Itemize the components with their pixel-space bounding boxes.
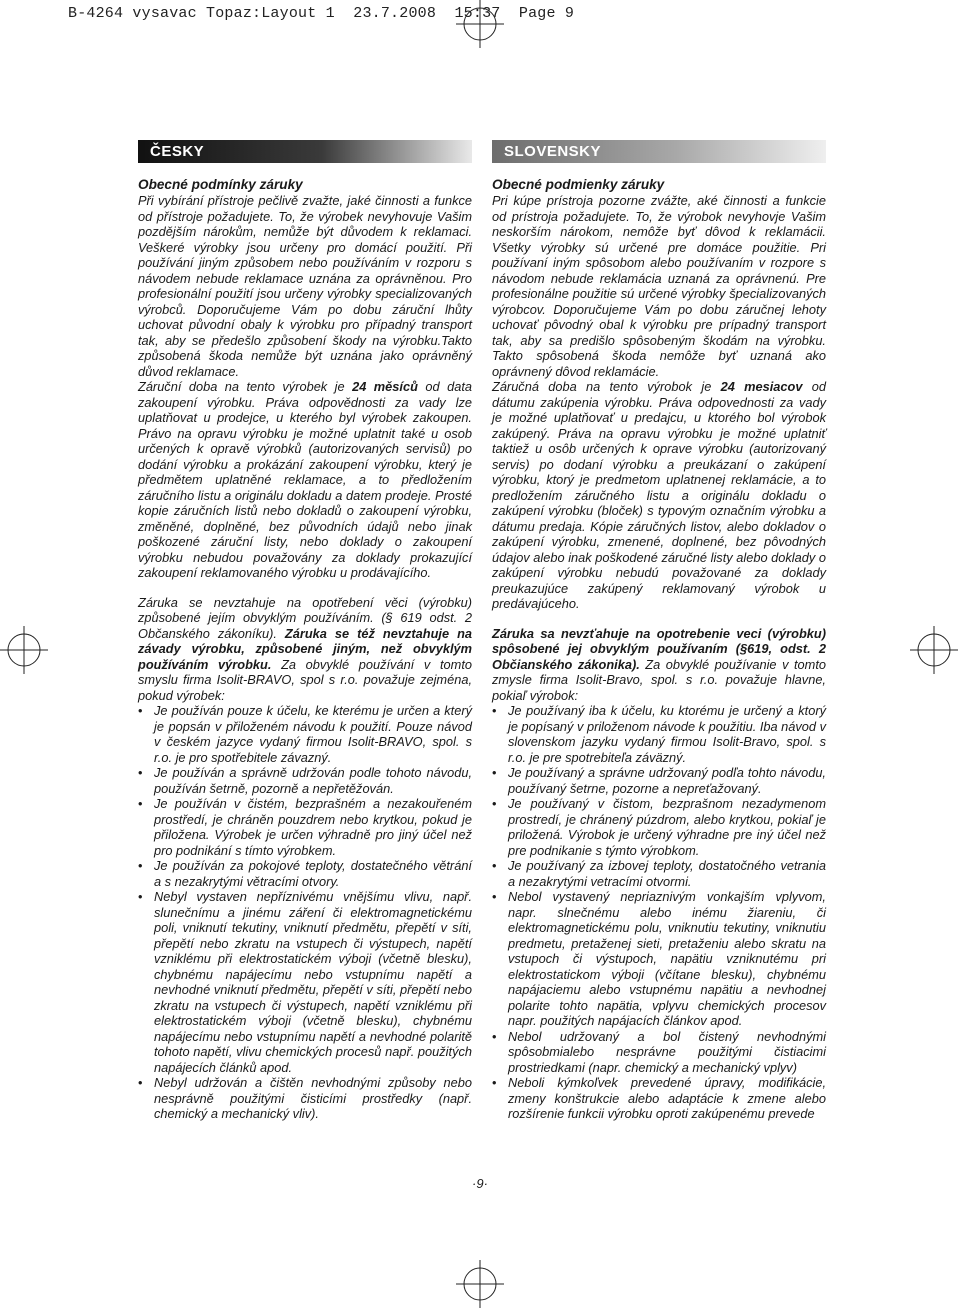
list-item-text: Je používán za pokojové teploty, dostatečného větrání a s nezakrytými větracími otvory.	[154, 858, 472, 889]
list-item-text: Nebyl udržován a čištěn nevhodnými způsoby nebo nesprávně použitými čisticími prostředky (např. chemický a mechanický vliv).	[154, 1075, 472, 1121]
exclusion-bold: Záruka se též nevztahuje na závady výrobku, způsobené jiným, než obvyklým používáním výrobku.	[138, 625, 473, 672]
section-heading: Obecné podmínky záruky	[138, 177, 303, 192]
bullet-icon: •	[492, 703, 497, 718]
language-banner-czech: ČESKY	[138, 140, 472, 163]
bullet-icon: •	[492, 889, 497, 904]
bullet-icon: •	[138, 703, 143, 718]
list-item	[492, 889, 826, 1029]
list-item-text: Nebol vystavený nepriaznivým vonkajším vplyvom, napr. slnečnému alebo inému žiareniu, či elektromagnetickému polu, vniknutiu tekutiny, vniknutiu predmetu, pretaženej sieti, pretaženiu alebo skratu na vstupoch či výstupoch, napätiu vzniknutému pri elektrostatickom výboji (včítane blesku), chybnému napájaciemu alebo vstupnému napätiu a nevhodnej polarite tohto napätia, vplyvu chemických procesov napr. použitých napájacích článkov apod.	[508, 889, 826, 1028]
registration-mark-bottom	[456, 1260, 504, 1308]
list-item	[492, 858, 826, 889]
list-item	[492, 765, 826, 796]
list-item-text: Nebyl vystaven nepříznivému vnějšímu vlivu, např. slunečnímu a jinému záření či elektromagnetickému poli, vniknutí tekutiny, vniknutí předmětu, přepětí v síti, přepětí nebo zkratu na vstupech či výstupech, napětí vzniklému při elektrostatickém výboji (včetně blesku), chybnému napájecímu nebo vstupnímu napětí a nevhodné vniknutí předmětu, přepětí v síti, přepětí nebo zkratu na vstupech či výstupech, napětí vzniklému při elektrostatickém výboji (včetně blesku), chybnému napájecímu nebo vstupnímu napětí a nevhodné polaritě tohoto napětí, vlivu chemických procesů např. použitých napájecích článků apod.	[154, 889, 472, 1075]
bullet-icon: •	[492, 1075, 497, 1090]
list-item	[138, 703, 472, 765]
usage-conditions-list	[138, 703, 472, 1122]
bullet-icon: •	[138, 765, 143, 780]
exclusions-paragraph	[138, 595, 472, 704]
text-run: Záruční doba na tento výrobek je	[138, 379, 353, 394]
bullet-icon: •	[492, 858, 497, 873]
list-item	[492, 703, 826, 765]
text-run: od dátumu zakúpenia výrobku. Práva odpovednosti za vady je možné uplatňovať u predajcu, u ktorého bol výrobok zakúpený. Práva na opravu výrobku je možné uplatniť taktiež u osôb určených k oprave výrobku (autorizovaný servis) po dodaní výrobku a preukázaní o zakúpení výrobku, ktorý je predmetom uplatnenej reklamácie, a to predložením záručného listu a originálu dokladu o zakúpení výrobku (bloček) s typovým označním výrobku a dátumu predaja. Kópie záručných listov, alebo dokladov o zakúpení výrobku, zmenené, doplnené, bez pôvodných údajov alebo inak poškodené záručné listy alebo doklady o zakúpení výrobku nebudú považované za doklady preukazujúce zakúpený reklamovaný výrobok u predávajúceho.	[492, 379, 826, 611]
section-heading: Obecné podmienky záruky	[492, 177, 665, 192]
list-item-text: Je používaný a správne udržovaný podľa tohto návodu, používaný šetrne, pozorne a nepreťažovaný.	[508, 765, 826, 796]
list-item	[138, 765, 472, 796]
list-item	[492, 796, 826, 858]
list-item-text: Je používaný iba k účelu, ku ktorému je určený a ktorý je popísaný v priloženom návode k použitiu. Iba návod v slovenskom jazyku vydaný firmou Isolit-Bravo, spol. s r.o. je pre spotrebiteľa záväzný.	[508, 703, 826, 765]
list-item-text: Je používaný za izbovej teploty, dostatočného vetrania a nezakrytými vetracími otvormi.	[508, 858, 826, 889]
exclusions-paragraph	[492, 626, 826, 704]
intro-paragraph: Pri kúpe prístroja pozorne zvážte, aké činnosti a funkcie od prístroja požadujete. To, že výrobok nevyhovje Vašim neskorším nárokom, nemôže byť dôvod k reklamácii. Všetky výrobky sú určené pre domáce použitie. Pri používaní iným spôsobom alebo používaním v rozpore s návodom nebude reklamácia uznaná za oprávnenú. Pre profesionálne použitie sú určené výrobky špecializovaných výrobcov. Doporučujeme Vám po dobu záručnej lehoty uchovať pôvodný obal k výrobku pre prípadný transport tak, aby sa predišlo spôsobeným škodám na výrobku. Takto spôsobená škoda nemôže byť uznaná ako oprávnený dôvod reklamácie.	[492, 193, 826, 379]
text-run: od data zakoupení výrobku. Práva odpovědnosti za vady lze uplatňovat u prodejce, u kterého byl výrobek zakoupen. Právo na opravu výrobku je možné uplatnit také u osob určených k opravě výrobků (autorizovaných servisů) po dodání výrobku a prokázání zakoupení výrobku, který je předmětem uplatněné reklamace, a to předložením záručního listu a originálu dokladu a datem prodeje. Prosté kopie záručních listů nebo dokladů o zakoupení výrobku, změněné, doplněné, bez původních údajů nebo jinak poškozené záruční listy, nebo doklady o zakoupení výrobku nebudou považovány za doklady prokazující zakoupení reklamovaného výrobku u prodávajícího.	[138, 379, 472, 580]
warranty-duration: 24 měsíců	[352, 379, 418, 394]
list-item-text: Nebol udržovaný a bol čistený nevhodnými spôsobmialebo nesprávne použitými čistiacimi prostriedkami (napr. chemický a mechanický vplyv)	[508, 1028, 826, 1075]
exclusion-bold: Záruka sa nevzťahuje na opotrebenie veci (výrobku) spôsobené jej obvyklým používaním (§619, odst. 2 Občianského zákonika).	[492, 625, 826, 672]
registration-mark-right	[910, 626, 958, 674]
usage-conditions-list	[492, 703, 826, 1122]
list-item	[138, 889, 472, 1075]
list-item	[492, 1075, 826, 1122]
bullet-icon: •	[138, 858, 143, 873]
list-item-text: Je používán a správně udržován podle tohoto návodu, používán šetrně, pozorně a nepřetěžován.	[154, 765, 472, 796]
page-number: ·9·	[472, 1176, 488, 1191]
bullet-icon: •	[492, 796, 497, 811]
warranty-period-paragraph	[138, 379, 472, 581]
text-run: Záručná doba na tento výrobok je	[492, 379, 721, 394]
list-item-text: Je používán pouze k účelu, ke kterému je určen a který je popsán v přiloženém návodu k použití. Pouze návod v českém jazyce vydaný firmou Isolit-BRAVO, spol. s r.o. je pro spotřebitele závazný.	[154, 703, 472, 765]
text-run: Záruka se nevztahuje na opotřebení věci (výrobku) způsobené jejím obvyklým používáním. (§ 619 odst. 2 Občanského zákoníku).	[138, 594, 472, 641]
bullet-icon: •	[138, 796, 143, 811]
bullet-icon: •	[138, 889, 143, 904]
list-item-text: Je používaný v čistom, bezprašnom nezadymenom prostredí, je chránený púzdrom, alebo krytkou, pokiaľ je priložená. Výrobok je určený výhradne pre iný účel než pre podnikanie s týmto výrobkom.	[508, 796, 826, 858]
print-slug: B-4264 vysavac Topaz:Layout 1 23.7.2008 15:37 Page 9	[68, 5, 575, 22]
list-item	[138, 858, 472, 889]
bullet-icon: •	[492, 765, 497, 780]
slovak-column	[492, 140, 826, 1122]
list-item	[138, 796, 472, 858]
text-run: Za obvyklé používání v tomto smyslu firma Isolit-BRAVO, spol s r.o. považuje zejména, pokud výrobek:	[138, 656, 472, 703]
language-banner-slovak: SLOVENSKY	[492, 140, 826, 163]
registration-mark-left	[0, 626, 48, 674]
list-item	[138, 1075, 472, 1122]
bullet-icon: •	[492, 1028, 497, 1044]
list-item-text: Je používán v čistém, bezprašném a nezakouřeném prostředí, je chráněn pouzdrem nebo krytkou, pokud je přiložena. Výrobek je určen výhradně pro jiný účel než pro podnikání s tímto výrobkem.	[154, 796, 472, 858]
czech-column	[138, 140, 472, 1122]
text-run: Za obvyklé používanie v tomto zmysle firma Isolit-Bravo, spol. s r.o. považuje hlavne, pokiaľ výrobok:	[492, 656, 826, 703]
bullet-icon: •	[138, 1075, 143, 1090]
warranty-duration: 24 mesiacov	[720, 379, 803, 394]
warranty-period-paragraph	[492, 379, 826, 612]
intro-paragraph: Při vybírání přístroje pečlivě zvažte, jaké činnosti a funkce od přístroje požadujete. To, že výrobek nevyhovuje Vašim pozdějším nárokům, nemůže být důvodem k reklamaci. Veškeré výrobky jsou určeny pro domácí použití. Při používání jiným způsobem nebo používáním v rozporu s návodem nebude reklamace uznána za oprávněnou. Pro profesionální použití jsou určeny výrobky specializovaných výrobců. Doporučujeme Vám po dobu záruční lhůty uchovat původní obaly k výrobku pro případný transport tak, aby se předešlo způsobení škody na výrobku.Takto způsobená škoda nemůže být uznána jako oprávněný důvod reklamace.	[138, 193, 472, 379]
registration-mark-top	[456, 0, 504, 48]
list-item	[492, 1029, 826, 1076]
list-item-text: Neboli kýmkoľvek prevedené úpravy, modifikácie, zmeny konštrukcie alebo adaptácie k zmene alebo rozšírenie funkcii výrobku oproti zakúpenému prevede	[508, 1075, 826, 1121]
